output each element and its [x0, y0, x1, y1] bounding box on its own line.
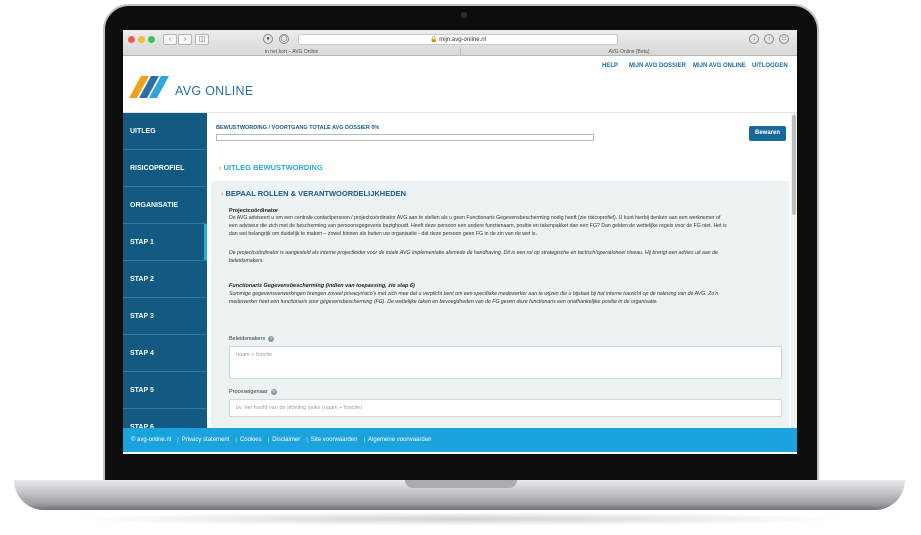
proceseigenaar-textarea[interactable]: bv. het hoofd van de afdeling sales (naam + functie): [229, 399, 782, 417]
nav-help[interactable]: HELP: [602, 63, 619, 69]
forward-icon[interactable]: ›: [178, 34, 192, 45]
field-label-text: Proceseigenaar: [229, 389, 268, 395]
url-text: mijn.avg-online.nl: [439, 37, 486, 43]
footer-link-algemene-voorwaarden[interactable]: Algemene voorwaarden: [368, 437, 432, 443]
close-window-button[interactable]: [128, 36, 135, 43]
progress-bar: [216, 134, 594, 141]
laptop-shadow: [60, 512, 860, 526]
save-button[interactable]: Bewaren: [749, 126, 786, 141]
sidebar-item-stap-5[interactable]: STAP 5: [123, 372, 207, 409]
page-scrollbar[interactable]: [791, 113, 797, 428]
scrollbar-thumb[interactable]: [792, 115, 796, 215]
field-label-beleidsmakers: [229, 336, 274, 342]
main-content: [207, 113, 797, 428]
lock-icon: 🔒: [430, 37, 438, 43]
chevron-down-icon: ›: [221, 189, 224, 198]
footer-link-privacy[interactable]: Privacy statement: [181, 437, 230, 443]
share-icon[interactable]: ↑: [764, 34, 774, 44]
footer-link-disclaimer[interactable]: Disclaimer: [272, 437, 301, 443]
footer-copyright: © avg-online.nl: [131, 437, 172, 443]
sidebar-item-uitleg[interactable]: UITLEG: [123, 113, 207, 150]
browser-toolbar: [123, 30, 797, 56]
nav-mijn-avg-online[interactable]: MIJN AVG ONLINE: [693, 63, 746, 69]
sidebar-item-stap-3[interactable]: STAP 3: [123, 298, 207, 335]
sidebar-item-stap-6[interactable]: STAP 6: [123, 409, 207, 428]
browser-tab[interactable]: AVG Online (Beta): [460, 48, 797, 56]
tabs-overview-icon[interactable]: □: [779, 34, 789, 44]
privacy-icon[interactable]: ●: [263, 34, 273, 44]
help-icon[interactable]: ?: [269, 336, 273, 341]
section-bepaal-rollen[interactable]: [221, 189, 406, 198]
avg-logo-icon[interactable]: [129, 74, 173, 100]
download-icon[interactable]: ↓: [749, 34, 759, 44]
sidebar-item-stap-4[interactable]: STAP 4: [123, 335, 207, 372]
fg-title: Functionaris Gegevensbescherming (indien van toepassing, zie stap 6): [229, 283, 415, 289]
field-label-text: Beleidsmakers: [229, 336, 266, 342]
beleidsmakers-textarea[interactable]: naam + functie: [229, 346, 782, 379]
footer-link-site-voorwaarden[interactable]: Site voorwaarden: [310, 437, 358, 443]
back-icon[interactable]: ‹: [163, 34, 177, 45]
help-icon[interactable]: ?: [272, 389, 275, 394]
field-label-proceseigenaar: [229, 389, 277, 395]
progress-label: BEWUSTWORDING / VOORTGANG TOTALE AVG DOSSIER 0%: [216, 125, 380, 131]
section-title: BEPAAL ROLLEN & VERANTWOORDELIJKHEDEN: [225, 189, 407, 198]
chevron-right-icon: ›: [219, 163, 222, 172]
browser-tab[interactable]: In het kort – AVG Online: [264, 49, 319, 55]
laptop-screen: [123, 30, 797, 454]
site-footer: © avg-online.nl | Privacy statement | Cookies | Disclaimer | Site voorwaarden | Algemene voorwaarden: [123, 428, 797, 452]
footer-link-cookies[interactable]: Cookies: [239, 437, 262, 443]
section-uitleg-bewustwording[interactable]: [219, 163, 323, 172]
sidebar: [123, 113, 207, 428]
logo-text[interactable]: AVG ONLINE: [175, 84, 254, 98]
fg-text: Sommige gegevensverwerkingen brengen zoveel privacyrisico's met zich mee dat u verplicht bent om een specifieke medewerker aan te wijzen die u bijstaat bij het interne toezicht op de naleving van de AVG. Zo'n medewerker heet een functionaris voor gegevensbescherming (FG). De wettelijke taken en bevoegdheden van de FG geven deze functionaris een onafhankelijke positie in de organisatie.: [229, 291, 719, 305]
extension-icon[interactable]: ◯: [280, 36, 288, 42]
nav-mijn-avg-dossier[interactable]: MIJN AVG DOSSIER: [629, 63, 687, 69]
laptop-notch: [405, 480, 517, 488]
site-header: [123, 56, 797, 113]
coordinator-text: De AVG adviseert u om een centrale contactpersoon / projectcoördinator AVG aan te stellen als u geen Functionaris Gegevensbescherming nodig heeft (zie risicoprofiel). U kunt hierbij denken aan een werknemer of een adviseur die zich met de bescherming van persoonsgegevens bezighoudt. Heeft deze persoon een andere functienaam, positie en takenpakket dan een FG? Dan gelden de wettelijke regels voor de FG niet. Het is dan wel belangrijk om duidelijk te maken – zowel binnen als buiten uw organisatie - dat deze persoon geen FG in de zin van de wet is.: [229, 215, 727, 237]
maximize-window-button[interactable]: [148, 36, 155, 43]
coordinator-title: Projectcoördinator: [229, 208, 279, 214]
nav-uitloggen[interactable]: UITLOGGEN: [752, 63, 788, 69]
sidebar-item-stap-2[interactable]: STAP 2: [123, 261, 207, 298]
coordinator-note: De projectcoördinator is aangesteld als interne projectleider voor de totale AVG implementatie alsmede de handhaving. Dit is een rol op strategische en tactisch/operationeel niveau. Hij brengt een advies uit aan de beleidsmakers.: [229, 250, 718, 264]
section-panel: [211, 181, 789, 428]
section-title: UITLEG BEWUSTWORDING: [223, 163, 323, 172]
webcam: [461, 12, 467, 18]
sidebar-toggle-icon[interactable]: ◫: [195, 34, 209, 45]
minimize-window-button[interactable]: [138, 36, 145, 43]
sidebar-item-organisatie[interactable]: ORGANISATIE: [123, 187, 207, 224]
sidebar-item-stap-1[interactable]: STAP 1: [123, 224, 207, 261]
address-bar[interactable]: [298, 34, 618, 45]
sidebar-item-risicoprofiel[interactable]: RISICOPROFIEL: [123, 150, 207, 187]
